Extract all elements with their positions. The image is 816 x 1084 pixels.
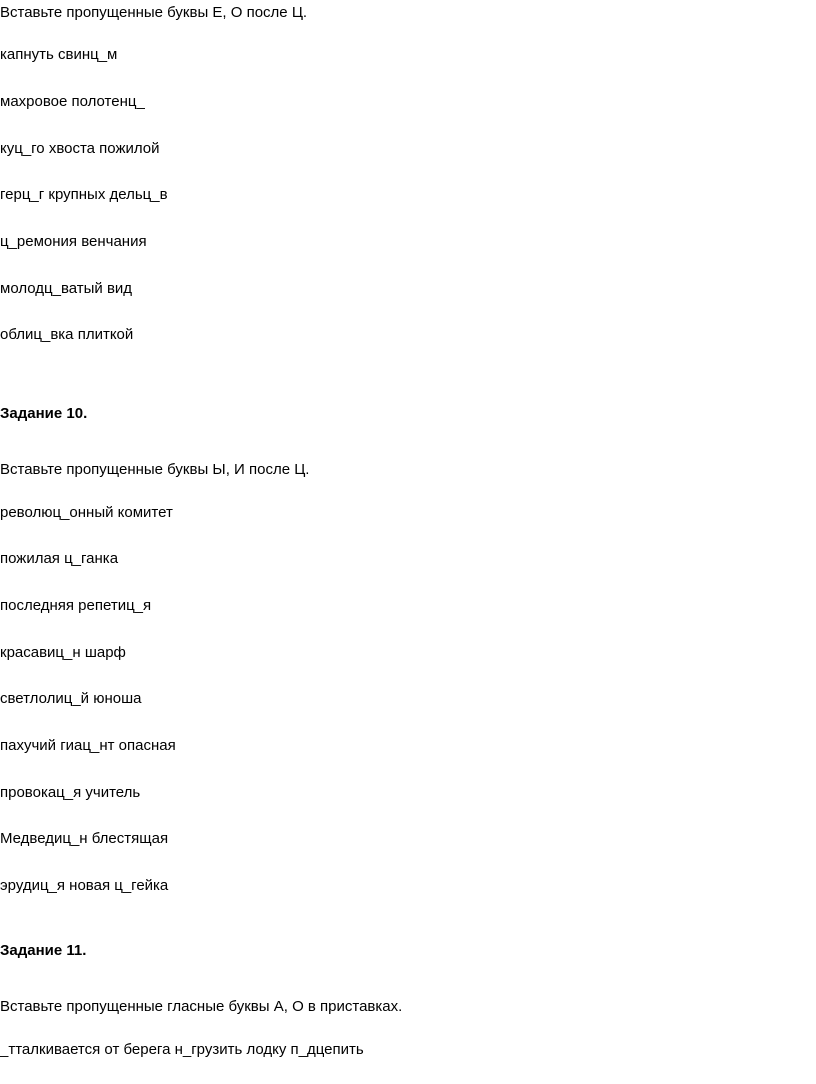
task-10-title: Задание 10. <box>0 405 88 422</box>
exercise-item: молодц_ватый вид <box>0 280 133 297</box>
exercise-item: куц_го хвоста пожилой <box>0 140 160 157</box>
exercise-item: облиц_вка плиткой <box>0 326 134 343</box>
exercise-item: герц_г крупных дельц_в <box>0 186 168 203</box>
exercise-item: красавиц_н шарф <box>0 644 126 661</box>
exercise-item: пахучий гиац_нт опасная <box>0 737 176 754</box>
task-11-title: Задание 11. <box>0 942 87 959</box>
exercise-item: _тталкивается от берега н_грузить лодку п_дцепить <box>0 1041 364 1058</box>
exercise-item: революц_онный комитет <box>0 504 173 521</box>
exercise-item: пожилая ц_ганка <box>0 550 119 567</box>
exercise-item: махровое полотенц_ <box>0 93 145 110</box>
exercise-item: Медведиц_н блестящая <box>0 830 169 847</box>
exercise-item: капнуть свинц_м <box>0 46 118 63</box>
instruction-10: Вставьте пропущенные буквы Ы, И после Ц. <box>0 461 310 478</box>
exercise-item: светлолиц_й юноша <box>0 690 142 707</box>
instruction-9: Вставьте пропущенные буквы Е, О после Ц. <box>0 4 308 21</box>
instruction-11: Вставьте пропущенные гласные буквы А, О в приставках. <box>0 998 403 1015</box>
exercise-item: провокац_я учитель <box>0 784 141 801</box>
exercise-item: эрудиц_я новая ц_гейка <box>0 877 169 894</box>
exercise-item: ц_ремония венчания <box>0 233 147 250</box>
exercise-item: последняя репетиц_я <box>0 597 152 614</box>
